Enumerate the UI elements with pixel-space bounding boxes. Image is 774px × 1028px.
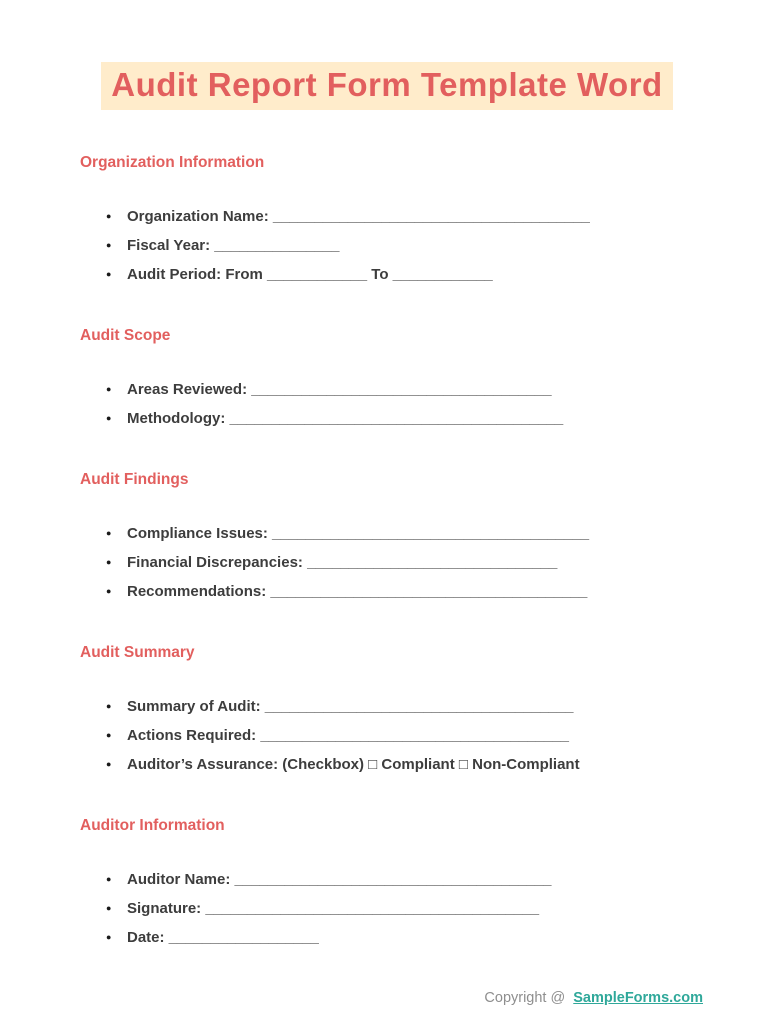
- section-heading-audit-scope: Audit Scope: [80, 327, 171, 345]
- form-line-auditor-name: ● Auditor Name: ______________________________________: [80, 865, 714, 894]
- form-line-methodology: ● Methodology: ________________________________________: [80, 404, 714, 433]
- form-list-auditor-information: [80, 865, 714, 952]
- form-line-organization-name: ● Organization Name: ______________________________________: [80, 202, 714, 231]
- section-heading-organization-information: Organization Information: [80, 154, 265, 172]
- copyright-label: Copyright @: [484, 990, 566, 1006]
- form-line-financial-discrepancies: ● Financial Discrepancies: ______________________________: [80, 548, 714, 577]
- form-line-recommendations: ● Recommendations: ______________________________________: [80, 577, 714, 606]
- form-list-audit-findings: [80, 519, 714, 606]
- form-line-actions-required: ● Actions Required: _____________________________________: [80, 721, 714, 750]
- form-line-audit-period: ● Audit Period: From ____________ To ____________: [80, 260, 714, 289]
- form-line-date: ● Date: __________________: [80, 923, 714, 952]
- form-line-areas-reviewed: ● Areas Reviewed: ____________________________________: [80, 375, 714, 404]
- form-line-auditors-assurance: ● Auditor’s Assurance: (Checkbox) □ Compliant □ Non-Compliant: [80, 750, 714, 779]
- form-list-audit-summary: [80, 692, 714, 779]
- document-content: [0, 154, 774, 952]
- title-container: [0, 0, 774, 110]
- section-audit-scope: [80, 327, 714, 433]
- footer: [484, 990, 703, 1006]
- form-line-signature: ● Signature: ________________________________________: [80, 894, 714, 923]
- form-line-summary-of-audit: ● Summary of Audit: _____________________________________: [80, 692, 714, 721]
- form-list-organization-information: [80, 202, 714, 289]
- section-organization-information: [80, 154, 714, 289]
- sampleforms-link[interactable]: SampleForms.com: [573, 990, 703, 1006]
- form-line-fiscal-year: ● Fiscal Year: _______________: [80, 231, 714, 260]
- form-list-audit-scope: [80, 375, 714, 433]
- section-audit-summary: [80, 644, 714, 779]
- section-auditor-information: [80, 817, 714, 952]
- form-line-compliance-issues: ● Compliance Issues: ______________________________________: [80, 519, 714, 548]
- section-heading-auditor-information: Auditor Information: [80, 817, 225, 835]
- page-title: Audit Report Form Template Word: [101, 62, 672, 110]
- section-heading-audit-findings: Audit Findings: [80, 471, 189, 489]
- section-heading-audit-summary: Audit Summary: [80, 644, 195, 662]
- section-audit-findings: [80, 471, 714, 606]
